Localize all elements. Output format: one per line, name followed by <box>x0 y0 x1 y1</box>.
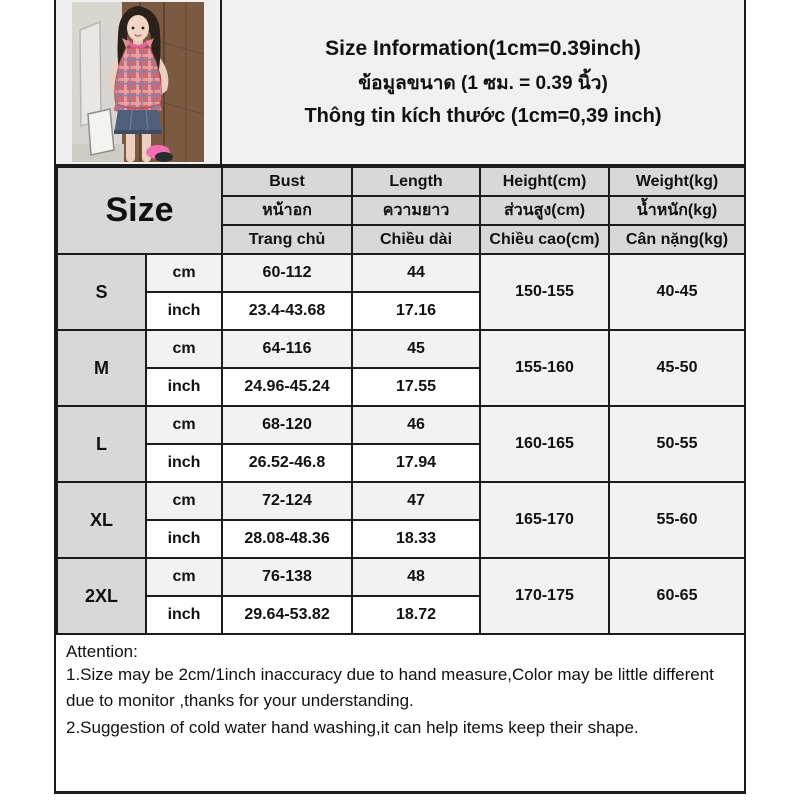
col-header-weight-th: น้ำหนัก(kg) <box>609 196 745 225</box>
bust-inch-value: 24.96-45.24 <box>222 368 352 406</box>
height-value: 165-170 <box>480 482 609 558</box>
size-header-cell: Size <box>57 167 222 254</box>
bust-inch-value: 26.52-46.8 <box>222 444 352 482</box>
unit-inch: inch <box>146 368 222 406</box>
length-cm-value: 45 <box>352 330 480 368</box>
unit-inch: inch <box>146 444 222 482</box>
bust-cm-value: 60-112 <box>222 254 352 292</box>
length-cm-value: 48 <box>352 558 480 596</box>
col-header-height-en: Height(cm) <box>480 167 609 196</box>
unit-cm: cm <box>146 406 222 444</box>
attention-note-2: 2.Suggestion of cold water hand washing,it can help items keep their shape. <box>66 717 639 737</box>
length-cm-value: 46 <box>352 406 480 444</box>
unit-cm: cm <box>146 254 222 292</box>
weight-value: 60-65 <box>609 558 745 634</box>
title-english: Size Information(1cm=0.39inch) <box>325 36 641 60</box>
col-header-height-vi: Chiều cao(cm) <box>480 225 609 254</box>
weight-value: 45-50 <box>609 330 745 406</box>
title-thai: ข้อมูลขนาด (1 ซม. = 0.39 นิ้ว) <box>358 72 608 94</box>
col-header-height-th: ส่วนสูง(cm) <box>480 196 609 225</box>
length-inch-value: 17.55 <box>352 368 480 406</box>
col-header-bust-th: หน้าอก <box>222 196 352 225</box>
unit-inch: inch <box>146 520 222 558</box>
col-header-bust-en: Bust <box>222 167 352 196</box>
bust-inch-value: 29.64-53.82 <box>222 596 352 634</box>
product-photo <box>56 0 222 164</box>
col-header-length-th: ความยาว <box>352 196 480 225</box>
unit-cm: cm <box>146 330 222 368</box>
bust-cm-value: 72-124 <box>222 482 352 520</box>
size-label: S <box>57 254 146 330</box>
size-label: L <box>57 406 146 482</box>
weight-value: 55-60 <box>609 482 745 558</box>
size-row-m-cm <box>57 330 745 368</box>
col-header-weight-en: Weight(kg) <box>609 167 745 196</box>
unit-inch: inch <box>146 596 222 634</box>
height-value: 160-165 <box>480 406 609 482</box>
weight-value: 50-55 <box>609 406 745 482</box>
header-row-en <box>57 167 745 196</box>
col-header-weight-vi: Cân nặng(kg) <box>609 225 745 254</box>
size-row-xl-cm <box>57 482 745 520</box>
col-header-bust-vi: Trang chủ <box>222 225 352 254</box>
size-label: 2XL <box>57 558 146 634</box>
weight-value: 40-45 <box>609 254 745 330</box>
size-label: M <box>57 330 146 406</box>
size-info-title-block <box>222 0 744 164</box>
size-chart-panel <box>54 0 746 794</box>
height-value: 155-160 <box>480 330 609 406</box>
bust-inch-value: 23.4-43.68 <box>222 292 352 330</box>
unit-cm: cm <box>146 482 222 520</box>
attention-note-1: 1.Size may be 2cm/1inch inaccuracy due to hand measure,Color may be little different due to monitor ,thanks for your understanding. <box>66 665 714 711</box>
length-inch-value: 18.72 <box>352 596 480 634</box>
bust-cm-value: 76-138 <box>222 558 352 596</box>
col-header-length-vi: Chiều dài <box>352 225 480 254</box>
unit-cm: cm <box>146 558 222 596</box>
size-row-l-cm <box>57 406 745 444</box>
size-row-2xl-cm <box>57 558 745 596</box>
model-illustration <box>68 2 208 162</box>
attention-heading: Attention: <box>66 642 138 661</box>
attention-section <box>56 635 744 791</box>
top-row <box>56 0 744 166</box>
height-value: 150-155 <box>480 254 609 330</box>
length-inch-value: 17.94 <box>352 444 480 482</box>
size-label: XL <box>57 482 146 558</box>
length-inch-value: 18.33 <box>352 520 480 558</box>
length-cm-value: 44 <box>352 254 480 292</box>
size-row-s-cm <box>57 254 745 292</box>
col-header-length-en: Length <box>352 167 480 196</box>
bust-cm-value: 64-116 <box>222 330 352 368</box>
bust-inch-value: 28.08-48.36 <box>222 520 352 558</box>
height-value: 170-175 <box>480 558 609 634</box>
unit-inch: inch <box>146 292 222 330</box>
bust-cm-value: 68-120 <box>222 406 352 444</box>
length-inch-value: 17.16 <box>352 292 480 330</box>
length-cm-value: 47 <box>352 482 480 520</box>
size-table <box>56 166 746 635</box>
title-vietnamese: Thông tin kích thước (1cm=0,39 inch) <box>304 104 662 127</box>
